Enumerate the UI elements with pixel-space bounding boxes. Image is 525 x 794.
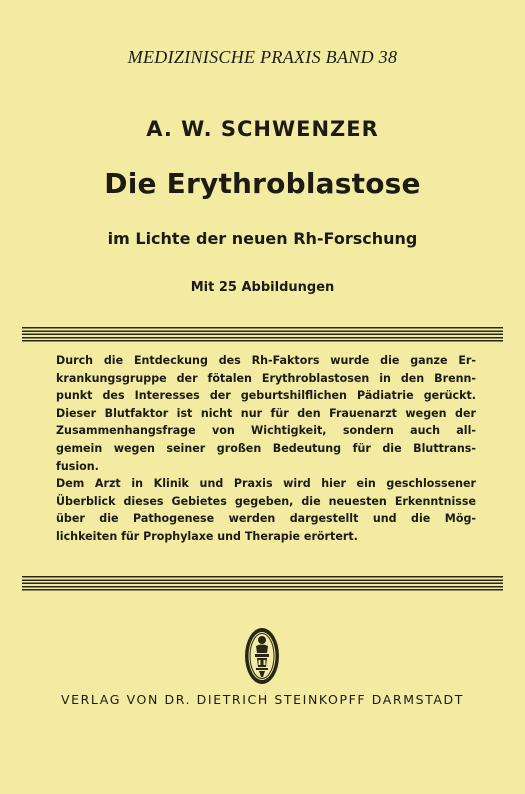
blurb-line: punkt des Interesses der geburtshilflichen Pädiatrie gerückt. bbox=[56, 389, 476, 403]
author-name: A. W. SCHWENZER bbox=[146, 117, 379, 141]
blurb-line: Dem Arzt in Klinik und Praxis wird hier ein geschlossener bbox=[56, 477, 476, 491]
blurb-line: Überblick dieses Gebietes gegeben, die neuesten Erkenntnisse bbox=[56, 494, 476, 508]
blurb-line: Durch die Entdeckung des Rh-Faktors wurde die ganze Er- bbox=[56, 354, 476, 367]
bottom-decorative-rule bbox=[22, 576, 503, 591]
publisher-seal-icon bbox=[242, 625, 282, 687]
blurb-text bbox=[56, 352, 476, 546]
top-decorative-rule bbox=[22, 327, 503, 342]
blurb-line: lichkeiten für Prophylaxe und Therapie erörtert. bbox=[56, 529, 358, 543]
publisher-line: VERLAG VON DR. DIETRICH STEINKOPFF DARMSTADT bbox=[61, 692, 464, 707]
book-subtitle: im Lichte der neuen Rh-Forschung bbox=[107, 229, 418, 248]
blurb-line: Dieser Blutfaktor ist nicht nur für den Frauenarzt wegen der bbox=[56, 406, 476, 420]
blurb-line: gemein wegen seiner großen Bedeutung für die Bluttrans- bbox=[56, 441, 476, 455]
blurb-line: krankungsgruppe der fötalen Erythroblastosen in den Brenn- bbox=[56, 371, 476, 385]
series-title: MEDIZINISCHE PRAXIS BAND 38 bbox=[127, 47, 398, 67]
book-title: Die Erythroblastose bbox=[104, 167, 421, 200]
blurb-line: fusion. bbox=[56, 459, 99, 473]
blurb-line: Zusammenhangsfrage von Wichtigkeit, sondern auch all- bbox=[56, 424, 476, 438]
illustrations-note: Mit 25 Abbildungen bbox=[190, 280, 335, 295]
blurb-line: über die Pathogenese werden dargestellt und die Mög- bbox=[56, 512, 476, 526]
